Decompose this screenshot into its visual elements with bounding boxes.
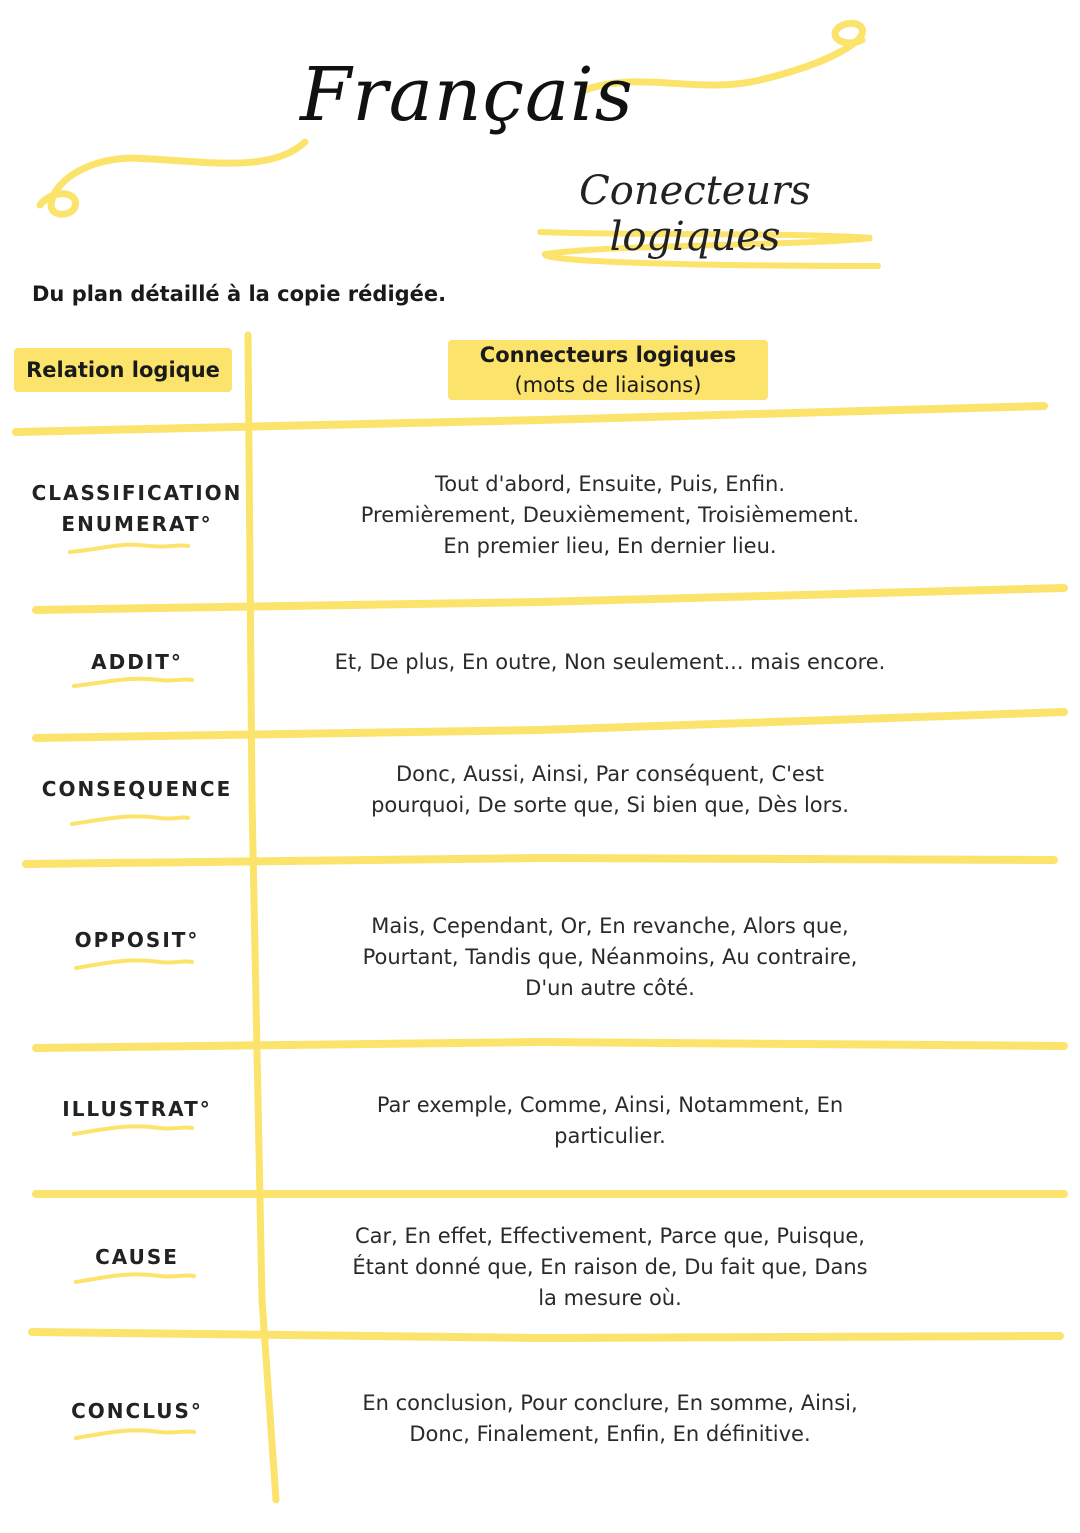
connectors-line: Étant donné que, En raison de, Du fait que, Dans [352, 1255, 868, 1279]
connectors-line: particulier. [554, 1124, 666, 1148]
relation-label [28, 925, 246, 956]
connectors-line: pourquoi, De sorte que, Si bien que, Dès lors. [371, 793, 849, 817]
connectors-line: En premier lieu, En dernier lieu. [443, 534, 777, 558]
connectors-line: Donc, Aussi, Ainsi, Par conséquent, C'est [395, 762, 825, 786]
relation-label-line: CONCLUS° [71, 1399, 203, 1423]
relation-label-line: ENUMERAT° [61, 512, 213, 536]
relation-label [28, 478, 246, 540]
page-title: Français [300, 52, 634, 138]
connectors-line: D'un autre côté. [525, 976, 695, 1000]
relation-label-line: CONSEQUENCE [41, 777, 233, 801]
connectors-line: la mesure où. [538, 1286, 682, 1310]
relation-label [28, 774, 246, 805]
connectors-line: En conclusion, Pour conclure, En somme, Ainsi, [362, 1391, 858, 1415]
connectors-line: Premièrement, Deuxièmement, Troisièmement. [360, 503, 860, 527]
relation-label [28, 647, 246, 678]
connectors-line: Donc, Finalement, Enfin, En définitive. [409, 1422, 811, 1446]
relation-label [28, 1396, 246, 1427]
relation-label-line: ILLUSTRAT° [62, 1097, 212, 1121]
connectors-line: Car, En effet, Effectivement, Parce que, Puisque, [355, 1224, 865, 1248]
intro-text: Du plan détaillé à la copie rédigée. [32, 282, 447, 306]
column-header-connectors [448, 340, 768, 400]
page-subtitle: Conecteurs logiques [579, 168, 811, 260]
relation-label [28, 1242, 246, 1273]
connectors-cell [300, 759, 920, 821]
relation-label-line: ADDIT° [91, 650, 183, 674]
column-header-connectors-sub: (mots de liaisons) [514, 373, 702, 397]
connectors-line: Et, De plus, En outre, Non seulement... mais encore. [334, 650, 886, 674]
column-header-connectors-title: Connecteurs logiques [479, 343, 737, 367]
connectors-line: Par exemple, Comme, Ainsi, Notamment, En [376, 1093, 844, 1117]
column-header-relation: Relation logique [14, 348, 232, 392]
connectors-cell [300, 469, 920, 562]
connectors-line: Mais, Cependant, Or, En revanche, Alors que, [371, 914, 849, 938]
connectors-cell [300, 911, 920, 1004]
relation-label-line: CAUSE [95, 1245, 179, 1269]
relation-label-line: CLASSIFICATION [31, 481, 243, 505]
connectors-cell [300, 1221, 920, 1314]
connectors-cell [300, 1388, 920, 1450]
relation-label-line: OPPOSIT° [74, 928, 200, 952]
connectors-cell [300, 1090, 920, 1152]
connectors-line: Tout d'abord, Ensuite, Puis, Enfin. [434, 472, 786, 496]
connectors-cell [300, 647, 920, 678]
relation-label [28, 1094, 246, 1125]
connectors-line: Pourtant, Tandis que, Néanmoins, Au contraire, [362, 945, 858, 969]
